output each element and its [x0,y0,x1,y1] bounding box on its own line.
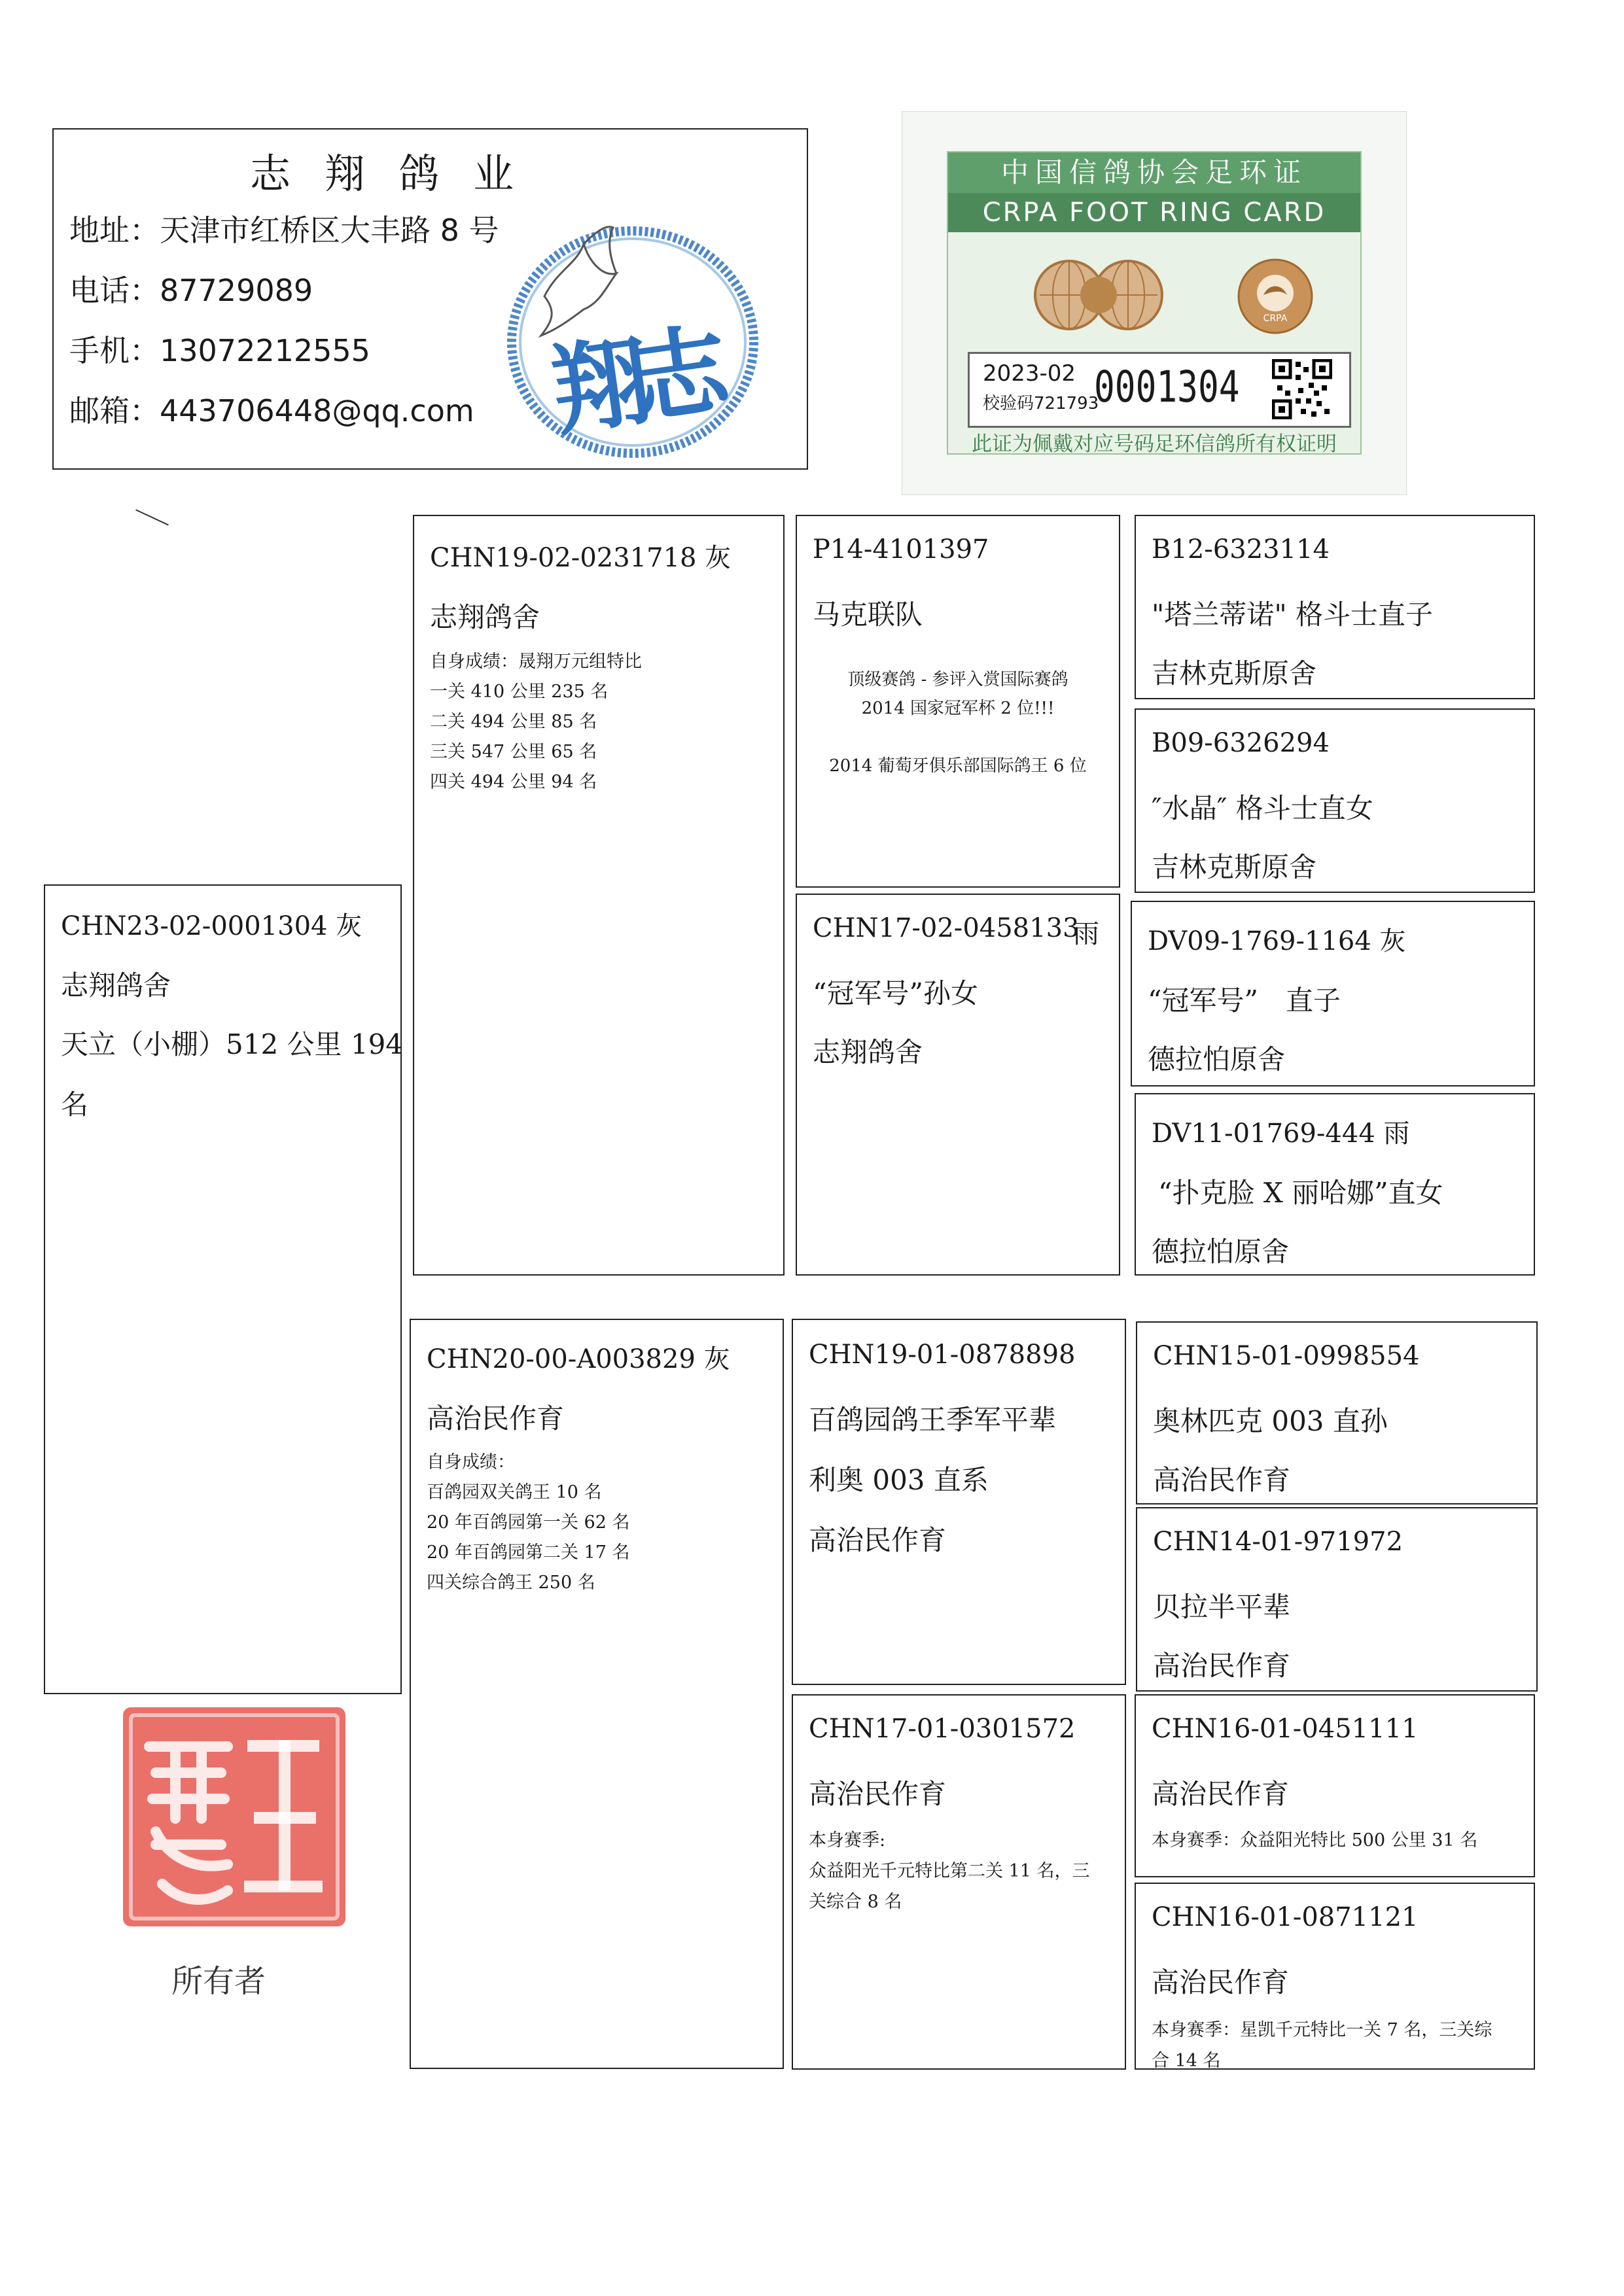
dam-box [410,1319,784,2069]
sds-box [1131,901,1535,1087]
ring-number-strip [968,352,1351,428]
dam-owner: 高治民作育 [427,1402,565,1435]
dam-result-line: 四关综合鸽王 250 名 [427,1573,595,1593]
sire-dam-owner: 志翔鸽舍 [813,1036,923,1068]
dss-ring: CHN15-01-0998554 [1153,1341,1420,1371]
pigeon-result: 天立（小棚）512 公里 194 [61,1028,404,1060]
dam-ring: CHN20-00-A003829 灰 [427,1344,730,1374]
dss-owner: 高治民作育 [1153,1464,1291,1496]
dam-sire-note: 百鸽园鸽王季军平辈 [809,1404,1057,1436]
ring-check-code: 校验码721793 [983,394,1099,413]
sire-dam-ring: CHN17-02-0458133 [813,913,1080,943]
sss-ring: B12-6323114 [1152,534,1330,565]
email: 邮箱：443706448@qq.com [69,393,474,428]
dds-ring: CHN16-01-0451111 [1152,1714,1419,1744]
sire-box [413,515,785,1276]
ring-card [902,111,1407,495]
ring-number: 0001304 [1094,362,1240,412]
sire-owner: 志翔鸽舍 [430,601,540,633]
qr-code-icon [1272,359,1332,419]
sds-owner: 德拉怕原舍 [1148,1043,1286,1075]
dam-sire-box [792,1319,1126,1685]
dam-result-line: 百鸽园双关鸽王 10 名 [427,1482,602,1503]
sss-note: "塔兰蒂诺" 格斗士直子 [1152,599,1433,631]
sdd-owner: 德拉怕原舍 [1152,1236,1290,1268]
red-seal-icon [116,1701,352,1933]
pigeon-ring: CHN23-02-0001304 灰 [61,911,362,941]
sire-dam-box [796,894,1120,1276]
company-name: 志 翔 鸽 业 [250,150,525,198]
dss-note: 奥林匹克 003 直孙 [1153,1405,1388,1437]
sire-ring: CHN19-02-0231718 灰 [430,543,732,573]
sire-results [430,647,642,797]
ring-card-inner [947,151,1362,455]
dam-sire-ring: CHN19-01-0878898 [809,1340,1076,1370]
ssd-note: ″水晶″ 格斗士直女 [1152,792,1373,824]
dds-owner: 高治民作育 [1152,1778,1290,1810]
dam-dam-result-line: 关综合 8 名 [809,1892,902,1912]
sire-sire-note: 顶级赛鸽 - 参评入赏国际赛鸽 [847,670,1068,689]
dam-dam-result-line: 众益阳光千元特比第二关 11 名，三 [809,1861,1090,1881]
sire-result-line: 一关 410 公里 235 名 [430,682,609,702]
sire-result-line: 三关 547 公里 65 名 [430,742,597,762]
sdd-note: “扑克脸 X 丽哈娜”直女 [1158,1177,1443,1209]
dam-dam-results [809,1825,1090,1917]
company-logo [485,205,773,466]
sire-sire-owner: 马克联队 [813,599,923,631]
dsd-box [1136,1507,1538,1692]
dds-results [1152,1825,1477,1856]
business-card [52,128,808,470]
dam-sire-owner: 高治民作育 [809,1524,947,1556]
dam-results [427,1448,629,1598]
crpa-seal-text: CRPA [1263,313,1288,324]
sire-sire-note: 2014 国家冠军杯 2 位!!! [861,699,1055,718]
ddd-result-line: 合 14 名 [1152,2051,1221,2071]
pigeon-result-cont: 名 [61,1088,89,1121]
sire-sire-box [796,515,1120,888]
sire-result-line: 自身成绩：晟翔万元组特比 [430,652,642,672]
phone: 电话：87729089 [69,273,313,308]
ddd-owner: 高治民作育 [1152,1966,1290,1998]
dam-dam-owner: 高治民作育 [809,1778,947,1810]
sire-result-line: 二关 494 公里 85 名 [430,712,597,732]
dds-box [1135,1694,1535,1877]
pigeon-box [44,884,402,1694]
ssd-ring: B09-6326294 [1152,728,1330,758]
dam-dam-result-line: 本身赛季: [809,1830,886,1851]
sire-sire-notes [797,665,1119,780]
dsd-ring: CHN14-01-971972 [1153,1527,1403,1557]
ddd-box [1135,1883,1535,2070]
ring-card-footer: 此证为佩戴对应号码足环信鸽所有权证明 [972,432,1337,456]
sire-dam-note: “冠军号”孙女 [813,977,978,1009]
ddd-ring: CHN16-01-0871121 [1152,1902,1419,1932]
pigeon-owner: 志翔鸽舍 [61,969,171,1001]
globe-seal-icon [1033,257,1164,336]
dam-result-line: 20 年百鸽园第二关 17 名 [427,1542,630,1563]
ring-card-title-en: CRPA FOOT RING CARD [948,193,1360,232]
dsd-note: 贝拉半平辈 [1153,1591,1291,1623]
dds-result-line: 本身赛季：众益阳光特比 500 公里 31 名 [1152,1830,1478,1851]
owner-label: 所有者 [171,1963,266,2000]
ssd-owner: 吉林克斯原舍 [1152,851,1317,883]
dam-dam-ring: CHN17-01-0301572 [809,1714,1076,1744]
ddd-result-line: 本身赛季：星凯千元特比一关 7 名，三关综 [1152,2020,1492,2040]
dsd-owner: 高治民作育 [1153,1650,1291,1682]
sire-sire-ring: P14-4101397 [813,534,989,565]
sdd-box [1135,1093,1535,1276]
dam-result-line: 20 年百鸽园第一关 62 名 [427,1512,630,1533]
dam-dam-box [792,1694,1126,2070]
crpa-seal-icon [1236,257,1315,336]
sss-owner: 吉林克斯原舍 [1152,657,1317,689]
mobile: 手机：13072212555 [69,333,370,368]
logo-text: 翔志 [544,314,716,450]
sdd-ring: DV11-01769-444 雨 [1152,1119,1410,1149]
dam-sire-note2: 利奥 003 直系 [809,1464,989,1496]
pen-mark [135,509,169,525]
sds-note: “冠军号” 直子 [1148,984,1341,1017]
sss-box [1135,515,1535,699]
address: 地址：天津市红桥区大丰路 8 号 [69,213,499,248]
ring-year: 2023-02 [983,360,1076,387]
sire-dam-color: 雨 [1073,919,1099,949]
ddd-results [1152,2015,1492,2076]
sire-result-line: 四关 494 公里 94 名 [430,772,597,792]
ssd-box [1135,708,1535,893]
dam-result-line: 自身成绩： [427,1452,515,1472]
ring-card-title-cn: 中国信鸽协会足环证 [948,152,1360,193]
owner-seal-stamp [116,1701,352,1933]
dss-box [1136,1321,1538,1505]
sire-sire-note: 2014 葡萄牙俱乐部国际鸽王 6 位 [829,756,1087,776]
sds-ring: DV09-1769-1164 灰 [1148,926,1406,956]
